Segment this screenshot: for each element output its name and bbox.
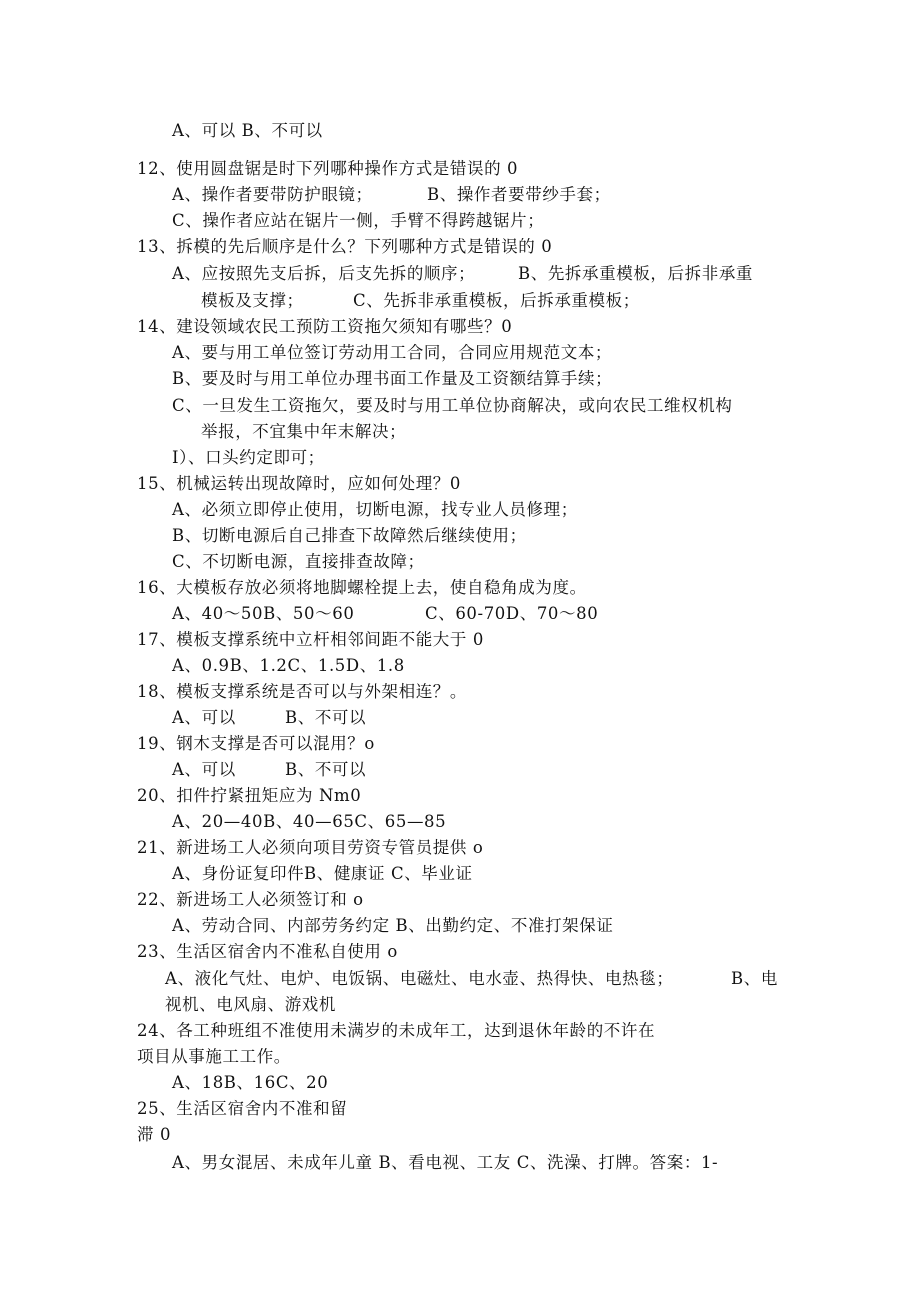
q11-options: A、可以 B、不可以 [172,121,323,140]
q13-option-c: C、先拆非承重模板，后拆承重模板； [353,291,640,310]
q14-option-a: A、要与用工单位签订劳动用工合同，合同应用规范文本； [172,343,613,362]
q16-options-cd: C、60-70D、70～80 [425,604,599,623]
q15-option-c: C、不切断电源，直接排查故障； [172,552,425,571]
q18-text: 18、模板支撑系统是否可以与外架相连？。 [137,682,467,701]
q25-text: 25、生活区宿舍内不准和留 [137,1099,348,1118]
q14-option-b: B、要及时与用工单位办理书面工作量及工资额结算手续； [172,369,613,388]
q19-option-a: A、可以 [172,760,236,779]
q23-option-b-cont: 视机、电风扇、游戏机 [165,995,336,1014]
q25-text-cont: 滞 0 [137,1125,172,1144]
q20-options: A、20—40B、40—65C、65—85 [172,812,447,831]
q14-option-c-cont: 举报，不宜集中年末解决； [201,422,407,441]
q25-options-answer: A、男女混居、未成年儿童 B、看电视、工友 C、洗澡、打牌。答案：1- [172,1153,719,1172]
q18-option-a: A、可以 [172,708,236,727]
q19-text: 19、钢木支撑是否可以混用？o [137,734,375,753]
q17-text: 17、模板支撑系统中立杆相邻间距不能大于 0 [137,630,484,649]
q22-text: 22、新进场工人必须签订和 o [137,890,364,909]
q19-option-b: B、不可以 [285,760,367,779]
q22-options: A、劳动合同、内部劳务约定 B、出勤约定、不准打架保证 [172,916,614,935]
q15-option-b: B、切断电源后自己排查下故障然后继续使用； [172,526,527,545]
q15-option-a: A、必须立即停止使用，切断电源，找专业人员修理； [172,500,578,519]
q24-text: 24、各工种班组不准使用未满岁的未成年工，达到退休年龄的不许在 [137,1021,656,1040]
q13-option-b-cont: 模板及支撑； [201,291,304,310]
q23-option-a: A、液化气灶、电炉、电饭锅、电磁灶、电水壶、热得快、电热毯； [165,969,674,988]
q13-option-b: B、先拆承重模板，后拆非承重 [518,264,754,283]
q23-text: 23、生活区宿舍内不准私自使用 o [137,942,398,961]
q16-options-ab: A、40～50B、50～60 [172,604,355,623]
q14-text: 14、建设领域农民工预防工资拖欠须知有哪些？0 [137,317,513,336]
q21-text: 21、新进场工人必须向项目劳资专管员提供 o [137,838,484,857]
q21-options-bc: B、健康证 C、毕业证 [304,864,473,883]
q12-option-b: B、操作者要带纱手套； [427,185,611,204]
q15-text: 15、机械运转出现故障时，应如何处理？0 [137,474,461,493]
q23-option-b: B、电 [731,969,778,988]
q16-text: 16、大模板存放必须将地脚螺栓提上去，使自稳角成为度。 [137,578,587,597]
q12-option-a: A、操作者要带防护眼镜； [172,185,373,204]
q13-text: 13、拆模的先后顺序是什么？下列哪种方式是错误的 0 [137,237,553,256]
q24-options: A、18B、16C、20 [172,1073,329,1092]
q13-option-a: A、应按照先支后拆，后支先拆的顺序； [172,264,476,283]
q12-text: 12、使用圆盘锯是时下列哪种操作方式是错误的 0 [137,159,519,178]
q14-option-d: I）、口头约定即可； [172,448,325,467]
q12-option-c: C、操作者应站在锯片一侧，手臂不得跨越锯片； [172,211,545,230]
q24-text-cont: 项目从事施工工作。 [137,1047,291,1066]
q20-text: 20、扣件拧紧扭矩应为 Nm0 [137,786,362,805]
q21-option-a: A、身份证复印件 [172,864,305,883]
q18-option-b: B、不可以 [285,708,367,727]
q14-option-c: C、一旦发生工资拖欠，要及时与用工单位协商解决，或向农民工维权机构 [172,396,733,415]
q17-options: A、0.9B、1.2C、1.5D、1.8 [172,656,405,675]
